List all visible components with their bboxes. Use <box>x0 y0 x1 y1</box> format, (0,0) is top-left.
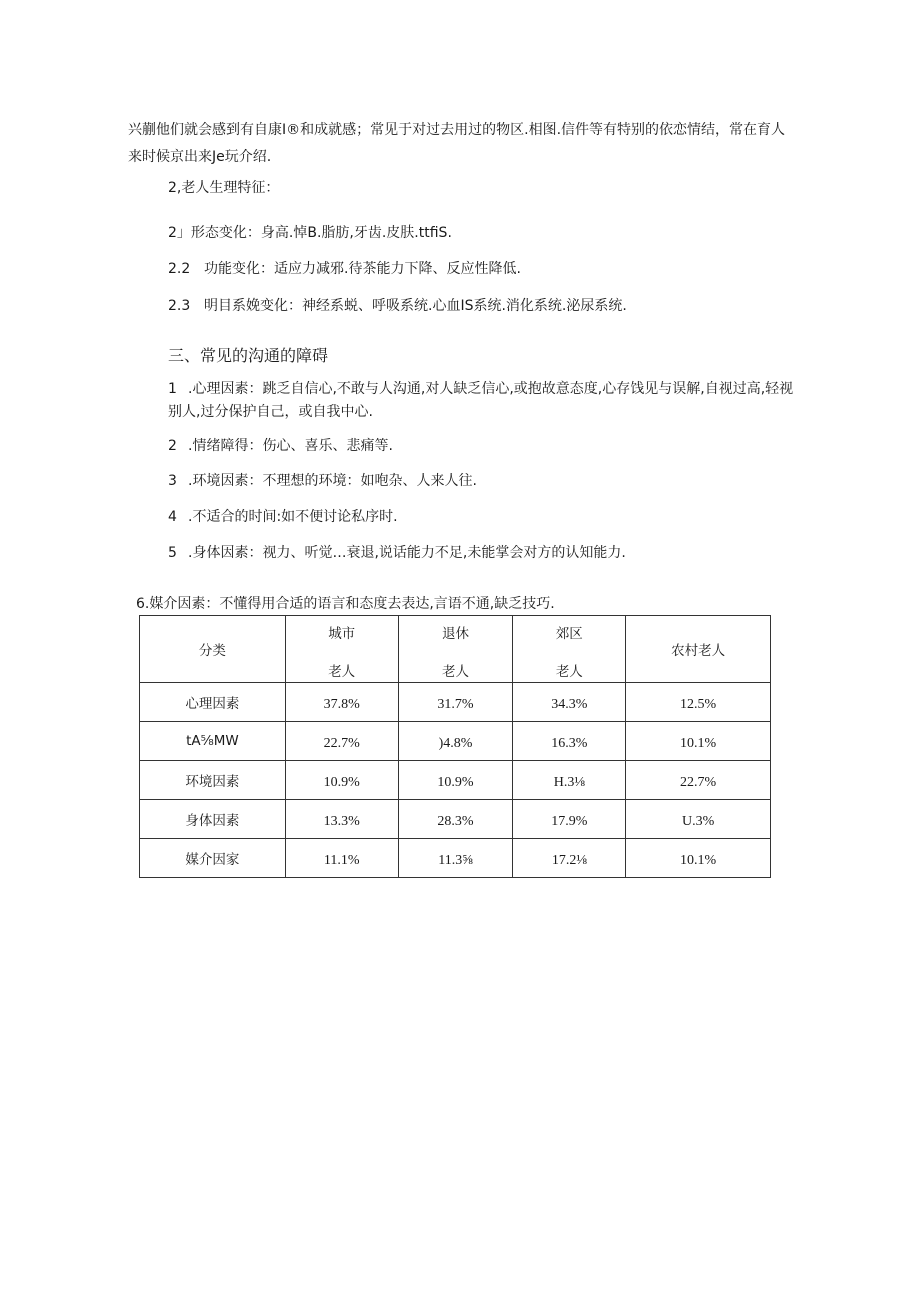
cell-value: 17.2⅛ <box>513 839 626 878</box>
cell-value: 11.1% <box>285 839 398 878</box>
cell-value: 10.9% <box>398 761 513 800</box>
barrier-1-line-1 <box>168 378 793 400</box>
cell-value: 10.1% <box>626 722 771 761</box>
row-label: 心理因素 <box>140 683 286 722</box>
intro-line-1: 兴蒯他们就会感到有自康I®和成就感；常见于对过去用过的物区.相图.信件等有特别的依恋情结，常在育人 <box>128 122 786 138</box>
cell-value: 22.7% <box>626 761 771 800</box>
barrier-4-text: .不适合的时间:如不便讨论私序时. <box>188 509 398 525</box>
barrier-2-number: 2 <box>168 438 177 454</box>
barrier-1-line-2: 别人,过分保护自己，或自我中心. <box>168 404 373 420</box>
table-row <box>140 722 771 761</box>
row-label: 媒介因家 <box>140 839 286 878</box>
barrier-4-number: 4 <box>168 509 177 525</box>
cell-value: 34.3% <box>513 683 626 722</box>
table-header-row <box>140 616 771 683</box>
section-2-2-number: 2.2 <box>168 261 191 277</box>
cell-value: 28.3% <box>398 800 513 839</box>
barrier-3 <box>168 470 477 492</box>
header-category: 分类 <box>140 616 286 683</box>
cell-value: 17.9% <box>513 800 626 839</box>
barrier-6: 6.媒介因素：不懂得用合适的语言和态度去表达,言语不通,缺乏技巧. <box>136 596 555 612</box>
section-2-2 <box>168 258 521 280</box>
cell-value: 22.7% <box>285 722 398 761</box>
cell-value: 31.7% <box>398 683 513 722</box>
row-label: 身体因素 <box>140 800 286 839</box>
barrier-1-text: .心理因素：跳乏自信心,不敢与人沟通,对人缺乏信心,或抱故意态度,心存饯见与误解,自视过高,轻视 <box>188 381 794 397</box>
cell-value: 10.1% <box>626 839 771 878</box>
barrier-5-text: .身体因素：视力、听觉…衰退,说话能力不足,未能掌会对方的认知能力. <box>188 545 626 561</box>
cell-value: )4.8% <box>398 722 513 761</box>
barrier-3-number: 3 <box>168 473 177 489</box>
header-retired-elderly: 退休 老人 <box>398 616 513 683</box>
section-2-3 <box>168 295 627 317</box>
barrier-5-number: 5 <box>168 545 177 561</box>
table-row <box>140 683 771 722</box>
barrier-1-number: 1 <box>168 381 177 397</box>
section-2-3-text: 明目系娩变化：神经系蜕、呼吸系统.心血IS系统.消化系统.泌尿系统. <box>204 298 627 314</box>
cell-value: 12.5% <box>626 683 771 722</box>
table-row <box>140 800 771 839</box>
cell-value: 16.3% <box>513 722 626 761</box>
section-2-title: 2,老人生理特征： <box>168 180 280 196</box>
section-2-3-number: 2.3 <box>168 298 191 314</box>
row-label: 环境因素 <box>140 761 286 800</box>
cell-value: 11.3⅝ <box>398 839 513 878</box>
barrier-5 <box>168 542 626 564</box>
section-3-title: 三、常见的沟通的障碍 <box>168 346 329 365</box>
cell-value: 13.3% <box>285 800 398 839</box>
barrier-3-text: .环境因素：不理想的环境：如咆杂、人来人往. <box>188 473 477 489</box>
barrier-2-text: .情绪障得：伤心、喜乐、悲痛等. <box>188 438 393 454</box>
header-suburban-elderly: 郊区 老人 <box>513 616 626 683</box>
header-city-elderly: 城市 老人 <box>285 616 398 683</box>
header-rural-elderly: 农村老人 <box>626 616 771 683</box>
row-label: tA⅝MW <box>140 722 286 761</box>
cell-value: H.3⅛ <box>513 761 626 800</box>
cell-value: U.3% <box>626 800 771 839</box>
intro-line-2: 来时候京出来Je玩介绍. <box>128 149 272 165</box>
section-2-1: 2」形态变化：身高.悼B.脂肪,牙齿.皮肤.ttfiS. <box>168 225 452 241</box>
barrier-4 <box>168 506 398 528</box>
cell-value: 10.9% <box>285 761 398 800</box>
table-row <box>140 761 771 800</box>
table-row <box>140 839 771 878</box>
barrier-2 <box>168 435 393 457</box>
cell-value: 37.8% <box>285 683 398 722</box>
barrier-statistics-table <box>139 615 771 878</box>
section-2-2-text: 功能变化：适应力减邪.待茶能力下降、反应性降低. <box>204 261 521 277</box>
